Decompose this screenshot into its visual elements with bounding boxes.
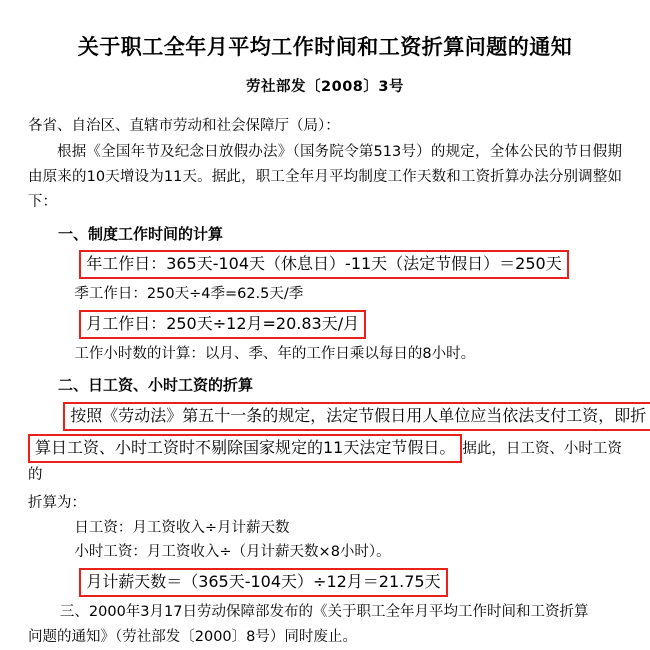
rule-line-part2: 算日工资、小时工资时不剔除国家规定的11天法定节假日。 <box>28 434 462 463</box>
highlight-month-workdays <box>28 310 622 339</box>
hourly-wage-line: 小时工资：月工资收入÷（月计薪天数×8小时）。 <box>74 544 391 561</box>
salutation: 各省、自治区、直辖市劳动和社会保障厅（局）： <box>28 118 340 135</box>
highlight-rule-line-2 <box>28 434 622 488</box>
section-2-heading: 二、日工资、小时工资的折算 <box>58 376 254 395</box>
highlight-rule-line-1 <box>28 402 647 431</box>
work-hours-line: 工作小时数的计算：以月、季、年的工作日乘以每日的8小时。 <box>74 346 476 363</box>
document-number: 劳社部发〔2008〕3号 <box>246 79 404 96</box>
rule-line-tail: 据此，日工资、小时工资的 <box>28 440 622 483</box>
monthly-paid-days-line: 月计薪天数＝（365天-104天）÷12月＝21.75天 <box>79 568 447 597</box>
month-workdays-line: 月工作日：250天÷12月=20.83天/月 <box>79 310 366 339</box>
daily-wage-line: 日工资：月工资收入÷月计薪天数 <box>74 519 290 536</box>
quarter-workdays-line: 季工作日：250天÷4季=62.5天/季 <box>74 286 304 303</box>
intro-paragraph: 根据《全国年节及纪念日放假办法》（国务院令第513号）的规定，全体公民的节日假期由原来的10天增设为11天。据此，职工全年月平均制度工作天数和工资折算办法分别调整如下： <box>28 143 622 211</box>
section-3-line-2: 问题的通知》（劳社部发〔2000〕8号）同时废止。 <box>28 629 357 646</box>
year-workdays-line: 年工作日：365天-104天（休息日）-11天（法定节假日）＝250天 <box>79 250 569 279</box>
rule-line-part1: 按照《劳动法》第五十一条的规定，法定节假日用人单位应当依法支付工资，即折 <box>63 402 650 431</box>
highlight-paid-days <box>28 568 622 597</box>
page-title: 关于职工全年月平均工作时间和工资折算问题的通知 <box>77 35 573 59</box>
section-1-heading: 一、制度工作时间的计算 <box>58 224 224 243</box>
highlight-year-workdays <box>28 250 622 279</box>
rule-line-end: 折算为： <box>28 494 86 511</box>
section-3-line-1: 三、2000年3月17日劳动保障部发布的《关于职工全年月平均工作时间和工资折算 <box>59 604 589 621</box>
